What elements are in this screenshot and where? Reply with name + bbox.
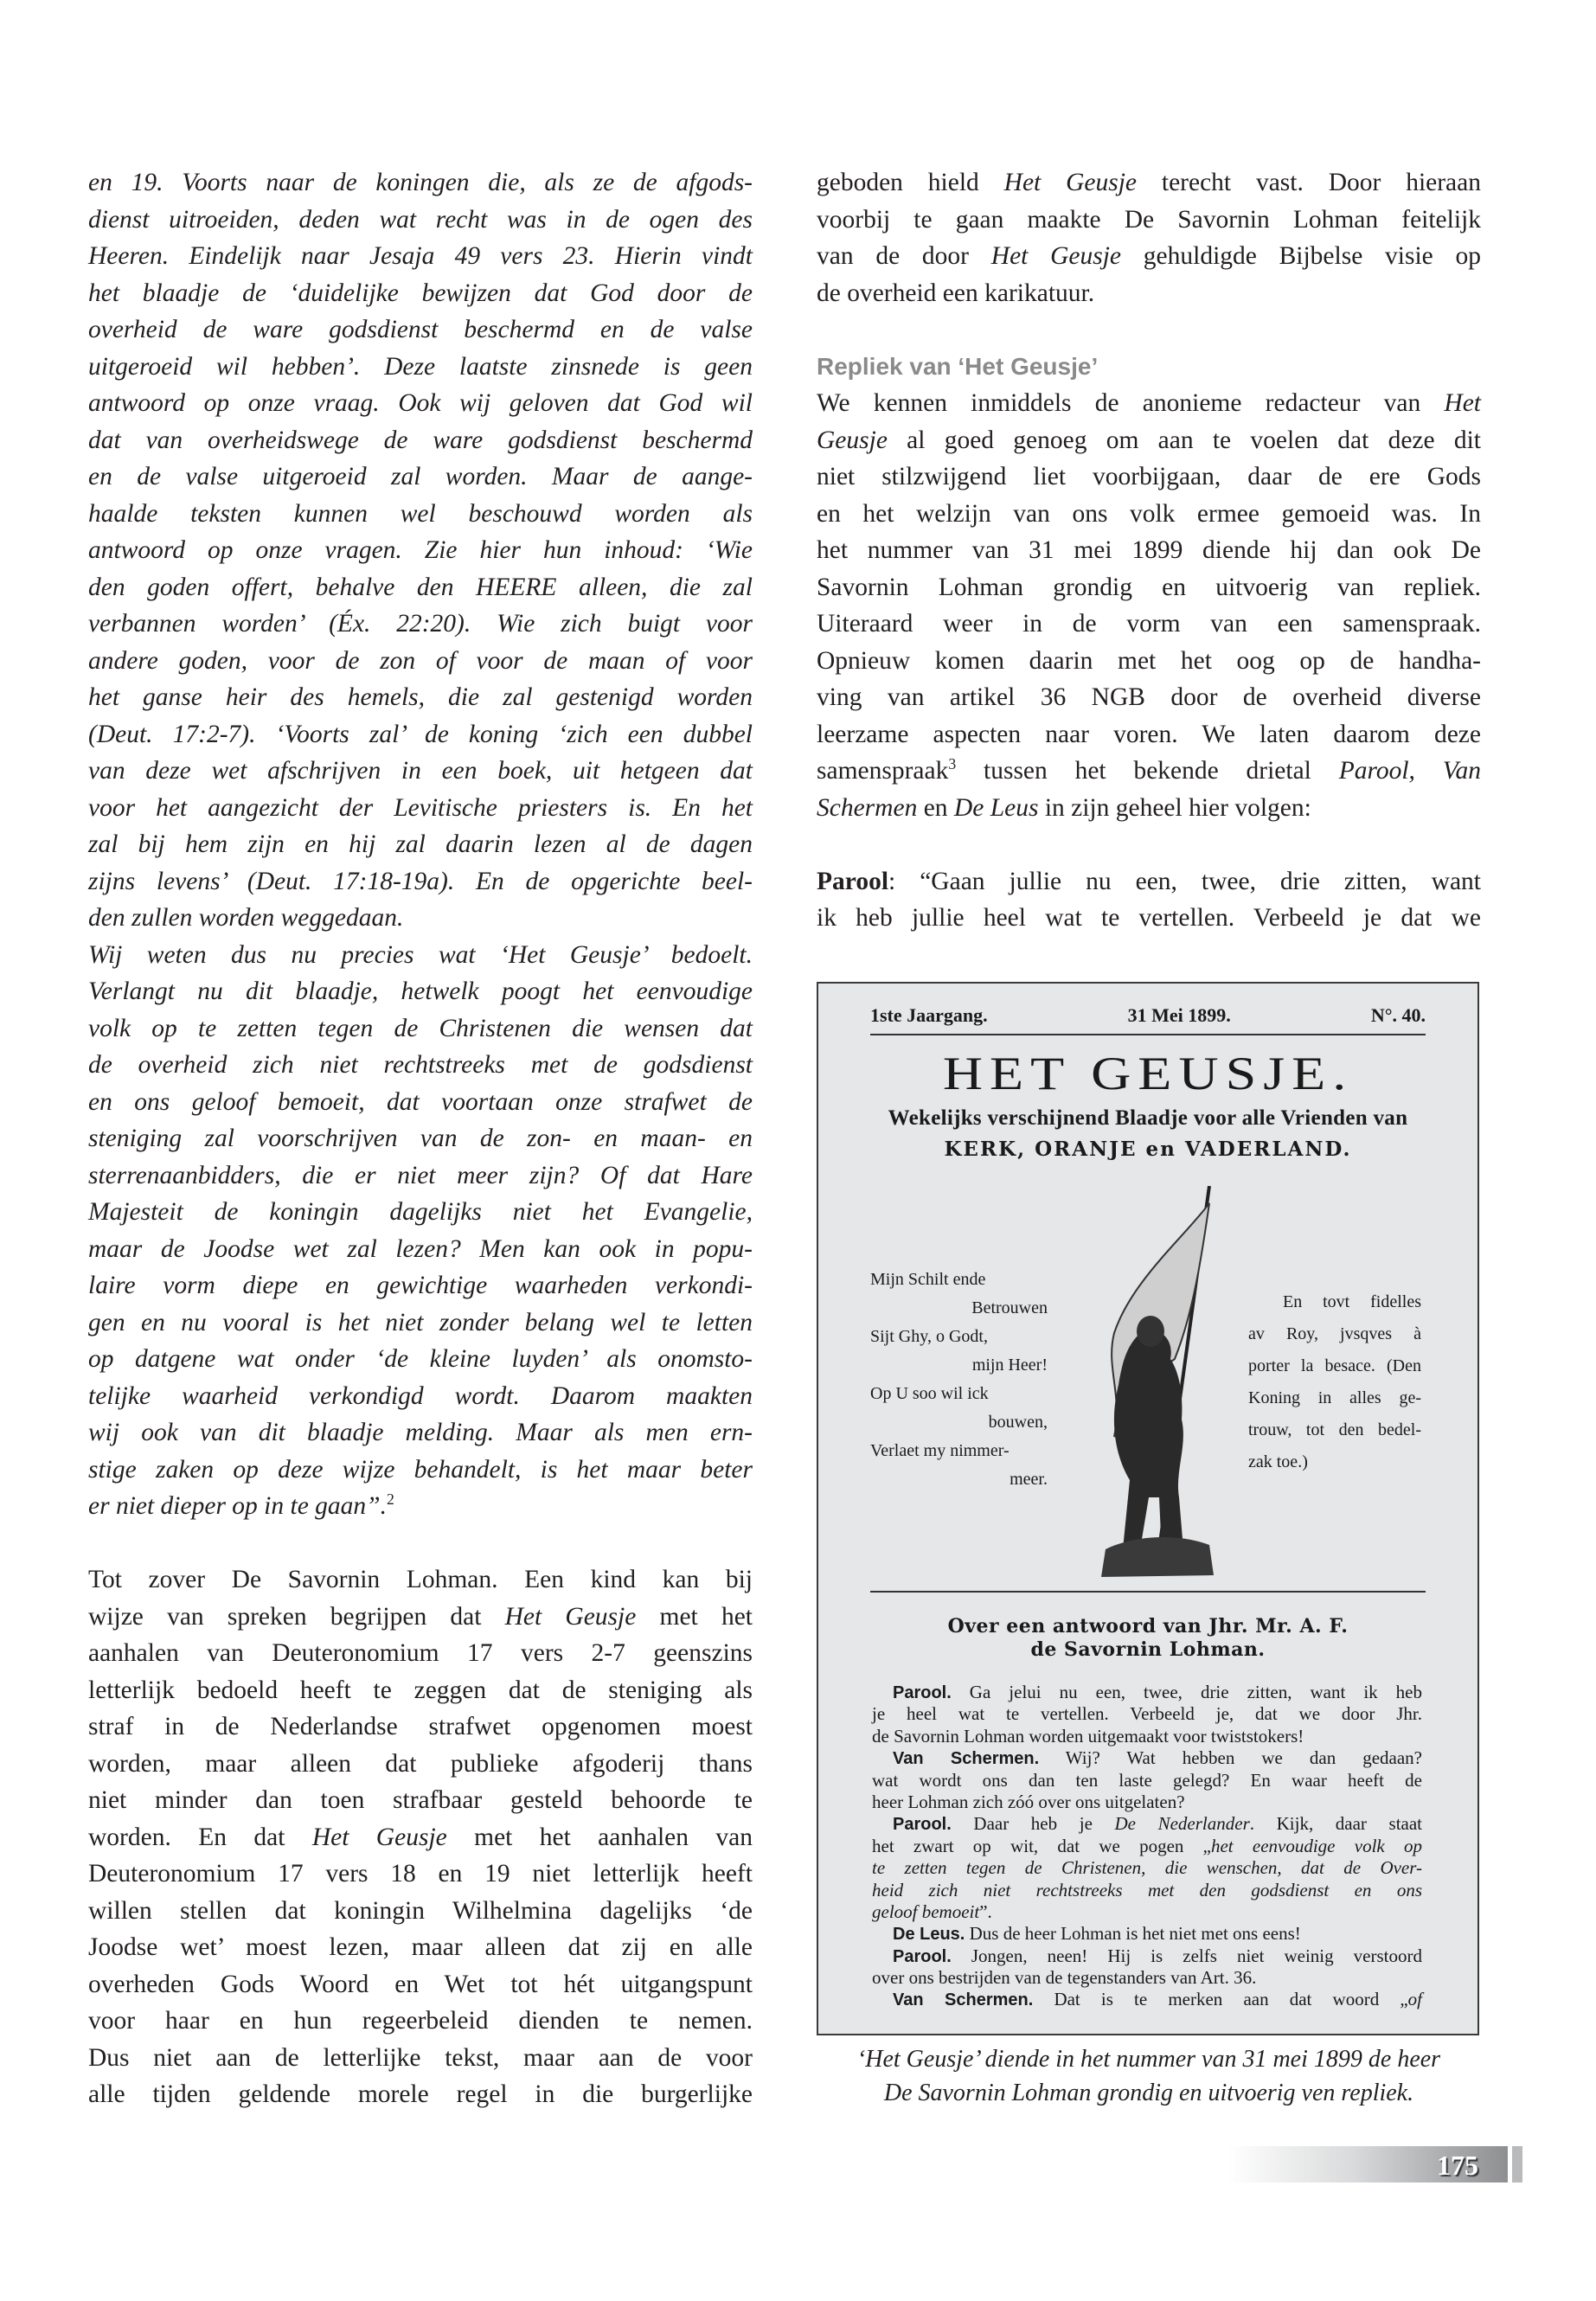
newspaper-subtitle: Wekelijks verschijnend Blaadje voor alle Vrienden van bbox=[888, 1106, 1408, 1130]
text-line bbox=[88, 202, 753, 239]
text-segment: antwoord op onze vraag. Ook wij geloven dat God wil bbox=[88, 389, 753, 417]
text-line bbox=[88, 164, 753, 202]
figure-head bbox=[1137, 1316, 1164, 1347]
text-segment: Van Schermen. bbox=[893, 1990, 1034, 2010]
text-line bbox=[872, 1682, 1422, 1703]
text-segment: Majesteit de koningin dagelijks niet het Evangelie, bbox=[88, 1198, 753, 1226]
text-segment: samenspraak bbox=[817, 757, 949, 785]
text-line bbox=[872, 1989, 1422, 2010]
text-segment: voor haar en hun regeerbeleid dienden te nemen. bbox=[88, 2007, 753, 2035]
text-line bbox=[88, 716, 753, 753]
masthead bbox=[870, 1004, 1426, 1027]
paragraph bbox=[88, 1561, 753, 2113]
text-line bbox=[88, 1893, 753, 1930]
text-line bbox=[817, 606, 1481, 643]
poem-line: En tovt fidelles bbox=[1283, 1292, 1421, 1311]
text-segment: er niet dieper op in te gaan”. bbox=[88, 1492, 387, 1520]
page-number: 175 bbox=[1437, 2150, 1478, 2181]
text-segment: niet minder dan toen strafbaar gesteld behoorde te bbox=[88, 1786, 753, 1814]
text-segment: De Leus bbox=[953, 793, 1039, 822]
text-segment: en het welzijn van ons volk ermee gemoeid was. In bbox=[817, 499, 1481, 528]
text-line bbox=[88, 973, 753, 1010]
right-column bbox=[817, 164, 1481, 937]
poem-line: Verlaet my nimmer- bbox=[870, 1441, 1010, 1460]
text-line bbox=[817, 643, 1481, 680]
text-segment: Parool. bbox=[893, 1946, 952, 1966]
text-line bbox=[88, 1672, 753, 1709]
text-line bbox=[88, 2003, 753, 2040]
text-line bbox=[817, 569, 1481, 606]
newspaper-clipping-image bbox=[817, 982, 1479, 2035]
text-segment: en bbox=[917, 793, 954, 822]
text-segment: Parool, Van bbox=[1338, 757, 1481, 785]
text-line bbox=[88, 679, 753, 716]
text-segment: Heeren. Eindelijk naar Jesaja 49 vers 23. Hierin vindt bbox=[88, 242, 753, 270]
text-segment: de overheid zich niet rechtstreeks met de godsdienst bbox=[88, 1051, 753, 1079]
text-line bbox=[872, 1703, 1422, 1725]
text-segment: laire vorm diepe en gewichtige waarheden verkondi- bbox=[88, 1272, 753, 1299]
poem-line: zak toe.) bbox=[1248, 1452, 1308, 1471]
text-line bbox=[88, 1157, 753, 1195]
text-line bbox=[88, 422, 753, 459]
text-line bbox=[872, 1945, 1422, 1967]
text-line bbox=[88, 1452, 753, 1489]
text-line bbox=[817, 164, 1481, 202]
text-segment: Het bbox=[1444, 389, 1481, 417]
text-segment: zijns levens’ (Deut. 17:18-19a). En de opgerichte beel- bbox=[88, 867, 753, 895]
text-line bbox=[817, 496, 1481, 533]
text-line bbox=[88, 1010, 753, 1048]
text-line bbox=[88, 1378, 753, 1415]
article-title-line: Over een antwoord van Jhr. Mr. A. F. bbox=[947, 1615, 1349, 1638]
text-segment: terecht vast. Door hieraan bbox=[1137, 169, 1481, 196]
text-line bbox=[88, 569, 753, 606]
text-segment: het eenvoudige volk op bbox=[1210, 1835, 1422, 1856]
text-segment: niet stilzwijgend liet voorbijgaan, daar de ere Gods bbox=[817, 463, 1481, 490]
figure-base bbox=[1101, 1537, 1214, 1577]
text-line bbox=[88, 2076, 753, 2113]
text-segment: aanhalen van Deuteronomium 17 vers 2-7 geenszins bbox=[88, 1639, 753, 1667]
paragraph bbox=[817, 863, 1481, 937]
text-segment: te zetten tegen de Christenen, die wenschen, dat de Over- bbox=[872, 1857, 1422, 1879]
text-line bbox=[88, 1120, 753, 1157]
text-line bbox=[872, 1967, 1422, 1989]
text-segment: We kennen inmiddels de anonieme redacteur van bbox=[817, 389, 1445, 417]
article-title bbox=[818, 1615, 1477, 1662]
text-segment: Schermen bbox=[817, 793, 918, 822]
poem-line: Sijt Ghy, o Godt, bbox=[870, 1327, 988, 1346]
text-segment: den goden offert, behalve den HEERE alleen, die zal bbox=[88, 573, 753, 601]
text-segment: het zwart op wit, dat we pogen „ bbox=[872, 1835, 1211, 1856]
poem-line: Koning in alles ge- bbox=[1248, 1388, 1421, 1407]
footnote-marker: 3 bbox=[948, 755, 957, 773]
text-line bbox=[88, 458, 753, 496]
text-segment: antwoord op onze vragen. Zie hier hun inhoud: ‘Wie bbox=[88, 536, 753, 564]
text-segment: Opnieuw komen daarin met het oog op de handha- bbox=[817, 646, 1481, 675]
article-dialog bbox=[872, 1682, 1422, 2011]
text-line bbox=[88, 2040, 753, 2077]
text-segment: voorbij te gaan maakte De Savornin Lohman feitelijk bbox=[817, 205, 1481, 234]
text-line bbox=[88, 1084, 753, 1121]
text-segment: van de door bbox=[817, 242, 991, 270]
text-line bbox=[817, 422, 1481, 459]
text-segment: Het Geusje bbox=[311, 1823, 447, 1851]
text-line bbox=[88, 1746, 753, 1783]
text-segment: den zullen worden weggedaan. bbox=[88, 904, 404, 932]
text-line bbox=[872, 1880, 1422, 1901]
caption-line: ‘Het Geusje’ diende in het nummer van 31 mei 1899 de heer bbox=[856, 2046, 1441, 2073]
text-segment: geloof bemoeit bbox=[872, 1900, 980, 1922]
poem-line: trouw, tot den bedel- bbox=[1248, 1420, 1421, 1439]
text-segment: (Deut. 17:2-7). ‘Voorts zal’ de koning ‘zich een dubbel bbox=[88, 720, 753, 748]
text-segment: Parool. bbox=[893, 1815, 952, 1835]
masthead-rule bbox=[870, 1034, 1426, 1035]
text-line bbox=[88, 1635, 753, 1672]
figure-body bbox=[1114, 1330, 1183, 1554]
poem-line: Op U soo wil ick bbox=[870, 1384, 989, 1403]
text-segment: wijze van spreken begrijpen dat bbox=[88, 1602, 505, 1631]
flag-bearer-illustration bbox=[1080, 1186, 1222, 1580]
text-segment: overheid de ware godsdienst beschermd en de valse bbox=[88, 316, 753, 343]
text-segment: op datgene wat onder ‘de kleine luyden’ als onomsto- bbox=[88, 1345, 753, 1373]
text-segment: alle tijden geldende morele regel in die burgerlijke bbox=[88, 2080, 753, 2108]
text-segment: wat wordt ons dan ten laste gelegd? En waar heeft de bbox=[872, 1769, 1422, 1791]
text-line bbox=[88, 826, 753, 863]
text-line bbox=[817, 385, 1481, 422]
figure-caption bbox=[817, 2042, 1481, 2110]
caption-line: De Savornin Lohman grondig en uitvoerig ven repliek. bbox=[883, 2080, 1414, 2106]
text-segment: of bbox=[1407, 1989, 1422, 2010]
text-segment: . Kijk, daar staat bbox=[1249, 1813, 1423, 1835]
poem-line: mijn Heer! bbox=[971, 1356, 1048, 1375]
text-line bbox=[817, 753, 1481, 790]
text-line bbox=[88, 349, 753, 386]
text-line bbox=[88, 1966, 753, 2003]
poem-line: bouwen, bbox=[988, 1413, 1048, 1432]
text-segment: Wij weten dus nu precies wat ‘Het Geusje’ bedoelt. bbox=[88, 940, 753, 969]
text-line bbox=[88, 1341, 753, 1378]
text-segment: leerzame aspecten naar voren. We laten daarom deze bbox=[817, 720, 1481, 748]
text-line bbox=[88, 1194, 753, 1231]
text-segment: zal bij hem zijn en hij zal daarin lezen al de dagen bbox=[88, 830, 753, 858]
text-line bbox=[88, 937, 753, 974]
text-line bbox=[872, 1857, 1422, 1879]
text-segment: wij ook van dit blaadje melding. Maar als men ern- bbox=[88, 1419, 753, 1446]
footnote-marker: 2 bbox=[386, 1490, 394, 1509]
poem-line: Mijn Schilt ende bbox=[870, 1270, 986, 1289]
text-line bbox=[817, 679, 1481, 716]
text-segment: Joodse wet’ moest lezen, maar alleen dat zij en alle bbox=[88, 1933, 753, 1961]
text-line bbox=[872, 1901, 1422, 1923]
text-segment: dat van overheidswege de ware godsdienst beschermd bbox=[88, 426, 753, 454]
text-line bbox=[88, 1267, 753, 1304]
text-segment: van deze wet afschrijven in een boek, uit hetgeen dat bbox=[88, 757, 753, 785]
masthead-date: 31 Mei 1899. bbox=[1127, 1004, 1231, 1026]
poem-left bbox=[870, 1266, 1048, 1494]
text-line bbox=[817, 275, 1481, 312]
text-segment: Jongen, neen! Hij is zelfs niet weinig verstoord bbox=[951, 1945, 1422, 1966]
poem-line: Betrouwen bbox=[971, 1298, 1048, 1317]
text-segment: in zijn geheel hier volgen: bbox=[1038, 793, 1311, 822]
poem-line: meer. bbox=[1010, 1470, 1048, 1489]
text-line bbox=[88, 643, 753, 680]
text-segment: Parool. bbox=[893, 1683, 952, 1702]
text-segment: willen stellen dat koningin Wilhelmina dagelijks ‘de bbox=[88, 1896, 753, 1925]
text-line bbox=[872, 1770, 1422, 1791]
text-segment: gehuldigde Bijbelse visie op bbox=[1121, 242, 1481, 270]
text-segment: verbannen worden’ (Éx. 22:20). Wie zich buigt voor bbox=[88, 610, 753, 638]
text-segment: Het Geusje bbox=[504, 1602, 637, 1631]
text-segment: de Savornin Lohman worden uitgemaakt voor twiststokers! bbox=[872, 1725, 1304, 1747]
text-segment: worden, maar alleen dat publieke afgoderij thans bbox=[88, 1749, 753, 1778]
text-line bbox=[88, 311, 753, 349]
text-line bbox=[817, 532, 1481, 569]
text-segment: gen en nu vooral is het niet zonder belang wel te letten bbox=[88, 1308, 753, 1336]
text-line bbox=[88, 1047, 753, 1084]
text-line bbox=[817, 790, 1481, 827]
text-line bbox=[88, 1856, 753, 1893]
text-line bbox=[817, 863, 1481, 901]
text-segment: telijke waarheid verkondigd wordt. Daarom maakten bbox=[88, 1381, 753, 1410]
article-rule bbox=[870, 1591, 1426, 1593]
text-line bbox=[88, 1304, 753, 1342]
text-segment: Deuteronomium 17 vers 18 en 19 niet letterlijk heeft bbox=[88, 1860, 753, 1888]
text-line bbox=[88, 790, 753, 827]
paragraph bbox=[88, 937, 753, 1525]
paragraph bbox=[817, 164, 1481, 311]
text-segment: en 19. Voorts naar de koningen die, als ze de afgods- bbox=[88, 169, 753, 196]
text-line bbox=[88, 1708, 753, 1746]
text-line bbox=[88, 1599, 753, 1636]
text-segment: ik heb jullie heel wat te vertellen. Verbeeld je dat we bbox=[817, 904, 1481, 932]
text-segment: je heel wat te vertellen. Verbeeld je, dat we door Jhr. bbox=[872, 1703, 1422, 1725]
text-segment: met het bbox=[636, 1602, 753, 1631]
text-segment: : “Gaan jullie nu een, twee, drie zitten, want bbox=[888, 867, 1481, 895]
text-line bbox=[88, 385, 753, 422]
text-segment: haalde teksten kunnen wel beschouwd worden als bbox=[88, 499, 753, 528]
poem-line: porter la besace. (Den bbox=[1248, 1356, 1421, 1375]
text-segment: ”. bbox=[979, 1900, 992, 1922]
text-line bbox=[88, 238, 753, 275]
text-line bbox=[817, 900, 1481, 937]
text-segment: Het Geusje bbox=[990, 242, 1122, 270]
paragraph bbox=[817, 385, 1481, 826]
text-segment: stige zaken op deze wijze behandelt, is het maar beter bbox=[88, 1455, 753, 1484]
text-line bbox=[88, 1819, 753, 1856]
text-line bbox=[872, 1923, 1422, 1945]
text-line bbox=[872, 1813, 1422, 1835]
text-line bbox=[817, 458, 1481, 496]
text-line bbox=[872, 1836, 1422, 1857]
text-line bbox=[88, 532, 753, 569]
text-line bbox=[817, 716, 1481, 753]
text-line bbox=[88, 863, 753, 901]
left-column bbox=[88, 164, 753, 2113]
text-segment: heer Lohman zich zóó over ons uitgelaten? bbox=[872, 1791, 1185, 1812]
text-segment: voor het aangezicht der Levitische priesters is. En het bbox=[88, 793, 753, 822]
text-segment: dienst uitroeiden, deden wat recht was in de ogen des bbox=[88, 205, 753, 234]
text-segment: al goed genoeg om aan te voelen dat deze dit bbox=[887, 426, 1481, 454]
text-segment: Het Geusje bbox=[1003, 169, 1138, 196]
poem-right bbox=[1248, 1286, 1421, 1478]
text-line bbox=[872, 1747, 1422, 1769]
text-segment: Verlangt nu dit blaadje, hetwelk poogt het eenvoudige bbox=[88, 977, 753, 1005]
text-segment: Uiteraard weer in de vorm van een samenspraak. bbox=[817, 610, 1481, 638]
text-segment: en ons geloof bemoeit, dat voortaan onze strafwet de bbox=[88, 1087, 753, 1116]
text-line bbox=[88, 753, 753, 790]
text-segment: Dat is te merken aan dat woord „ bbox=[1033, 1989, 1408, 2010]
text-line bbox=[88, 1561, 753, 1599]
text-segment: het ganse heir des hemels, die zal gestenigd worden bbox=[88, 683, 753, 711]
text-segment: steniging zal voorschrijven van de zon- en maan- en bbox=[88, 1125, 753, 1152]
text-segment: en de valse uitgeroeid zal worden. Maar de aange- bbox=[88, 463, 753, 490]
text-segment: straf in de Nederlandse strafwet opgenomen moest bbox=[88, 1713, 753, 1740]
text-line bbox=[88, 1782, 753, 1819]
text-line bbox=[88, 1414, 753, 1452]
text-line bbox=[872, 1791, 1422, 1813]
text-segment: Wij? Wat hebben we dan gedaan? bbox=[1039, 1747, 1422, 1769]
text-segment: Tot zover De Savornin Lohman. Een kind kan bij bbox=[88, 1566, 753, 1593]
text-segment: Parool bbox=[817, 867, 889, 895]
text-line bbox=[88, 1488, 753, 1525]
poem-line: av Roy, jvsqves à bbox=[1248, 1324, 1421, 1343]
newspaper-tagline: KERK, ORANJE en VADERLAND. bbox=[944, 1138, 1352, 1161]
text-line bbox=[88, 1231, 753, 1268]
text-segment: worden. En dat bbox=[88, 1823, 312, 1851]
text-line bbox=[88, 275, 753, 312]
text-line bbox=[817, 202, 1481, 239]
masthead-number: N°. 40. bbox=[1370, 1004, 1426, 1026]
text-line bbox=[817, 238, 1481, 275]
article-title-line: de Savornin Lohman. bbox=[1030, 1638, 1266, 1661]
text-segment: met het aanhalen van bbox=[446, 1823, 753, 1851]
newspaper-title: HET GEUSJE. bbox=[942, 1047, 1354, 1099]
paragraph bbox=[88, 164, 753, 937]
text-segment: geboden hield bbox=[817, 169, 1004, 196]
text-segment: de overheid een karikatuur. bbox=[817, 279, 1095, 307]
text-segment: over ons bestrijden van de tegenstanders van Art. 36. bbox=[872, 1967, 1257, 1989]
text-segment: ving van artikel 36 NGB door de overheid diverse bbox=[817, 683, 1481, 711]
text-segment: De Leus. bbox=[893, 1925, 965, 1945]
section-heading: Repliek van ‘Het Geusje’ bbox=[817, 352, 1099, 380]
text-segment: Geusje bbox=[817, 426, 888, 454]
text-segment: maar de Joodse wet zal lezen? Men kan ook in popu- bbox=[88, 1234, 753, 1263]
text-segment: De Nederlander bbox=[1114, 1813, 1250, 1835]
text-segment: Dus niet aan de letterlijke tekst, maar aan de voor bbox=[88, 2043, 753, 2072]
text-segment: Van Schermen. bbox=[893, 1749, 1040, 1769]
page-number-bar bbox=[1228, 2146, 1508, 2182]
text-segment: het blaadje de ‘duidelijke bewijzen dat God door de bbox=[88, 279, 753, 307]
text-segment: overheden Gods Woord en Wet tot hét uitgangspunt bbox=[88, 1970, 753, 1998]
text-segment: Savornin Lohman grondig en uitvoerig van repliek. bbox=[817, 573, 1481, 601]
text-segment: volk op te zetten tegen de Christenen die wensen dat bbox=[88, 1014, 753, 1042]
masthead-volume: 1ste Jaargang. bbox=[870, 1004, 988, 1026]
text-line bbox=[88, 606, 753, 643]
text-segment: andere goden, voor de zon of voor de maan of voor bbox=[88, 646, 753, 675]
page-number-bar-tab bbox=[1512, 2146, 1522, 2182]
text-segment: Ga jelui nu een, twee, drie zitten, want ik heb bbox=[951, 1682, 1422, 1702]
text-line bbox=[872, 1726, 1422, 1747]
text-segment: Daar heb je bbox=[951, 1813, 1115, 1835]
text-segment: uitgeroeid wil hebben’. Deze laatste zinsnede is geen bbox=[88, 352, 753, 381]
text-segment: Dus de heer Lohman is het niet met ons eens! bbox=[965, 1923, 1301, 1945]
text-line bbox=[88, 496, 753, 533]
text-line bbox=[88, 1929, 753, 1966]
text-segment: het nummer van 31 mei 1899 diende hij dan ook De bbox=[817, 536, 1481, 564]
text-segment: sterrenaanbidders, die er niet meer zijn? Of dat Hare bbox=[88, 1161, 753, 1189]
text-segment: letterlijk bedoeld heeft te zeggen dat de steniging als bbox=[88, 1676, 753, 1704]
text-segment: tussen het bekende drietal bbox=[956, 757, 1339, 785]
text-line bbox=[88, 900, 753, 937]
text-segment: heid zich niet rechtstreeks met den godsdienst en ons bbox=[872, 1879, 1422, 1900]
